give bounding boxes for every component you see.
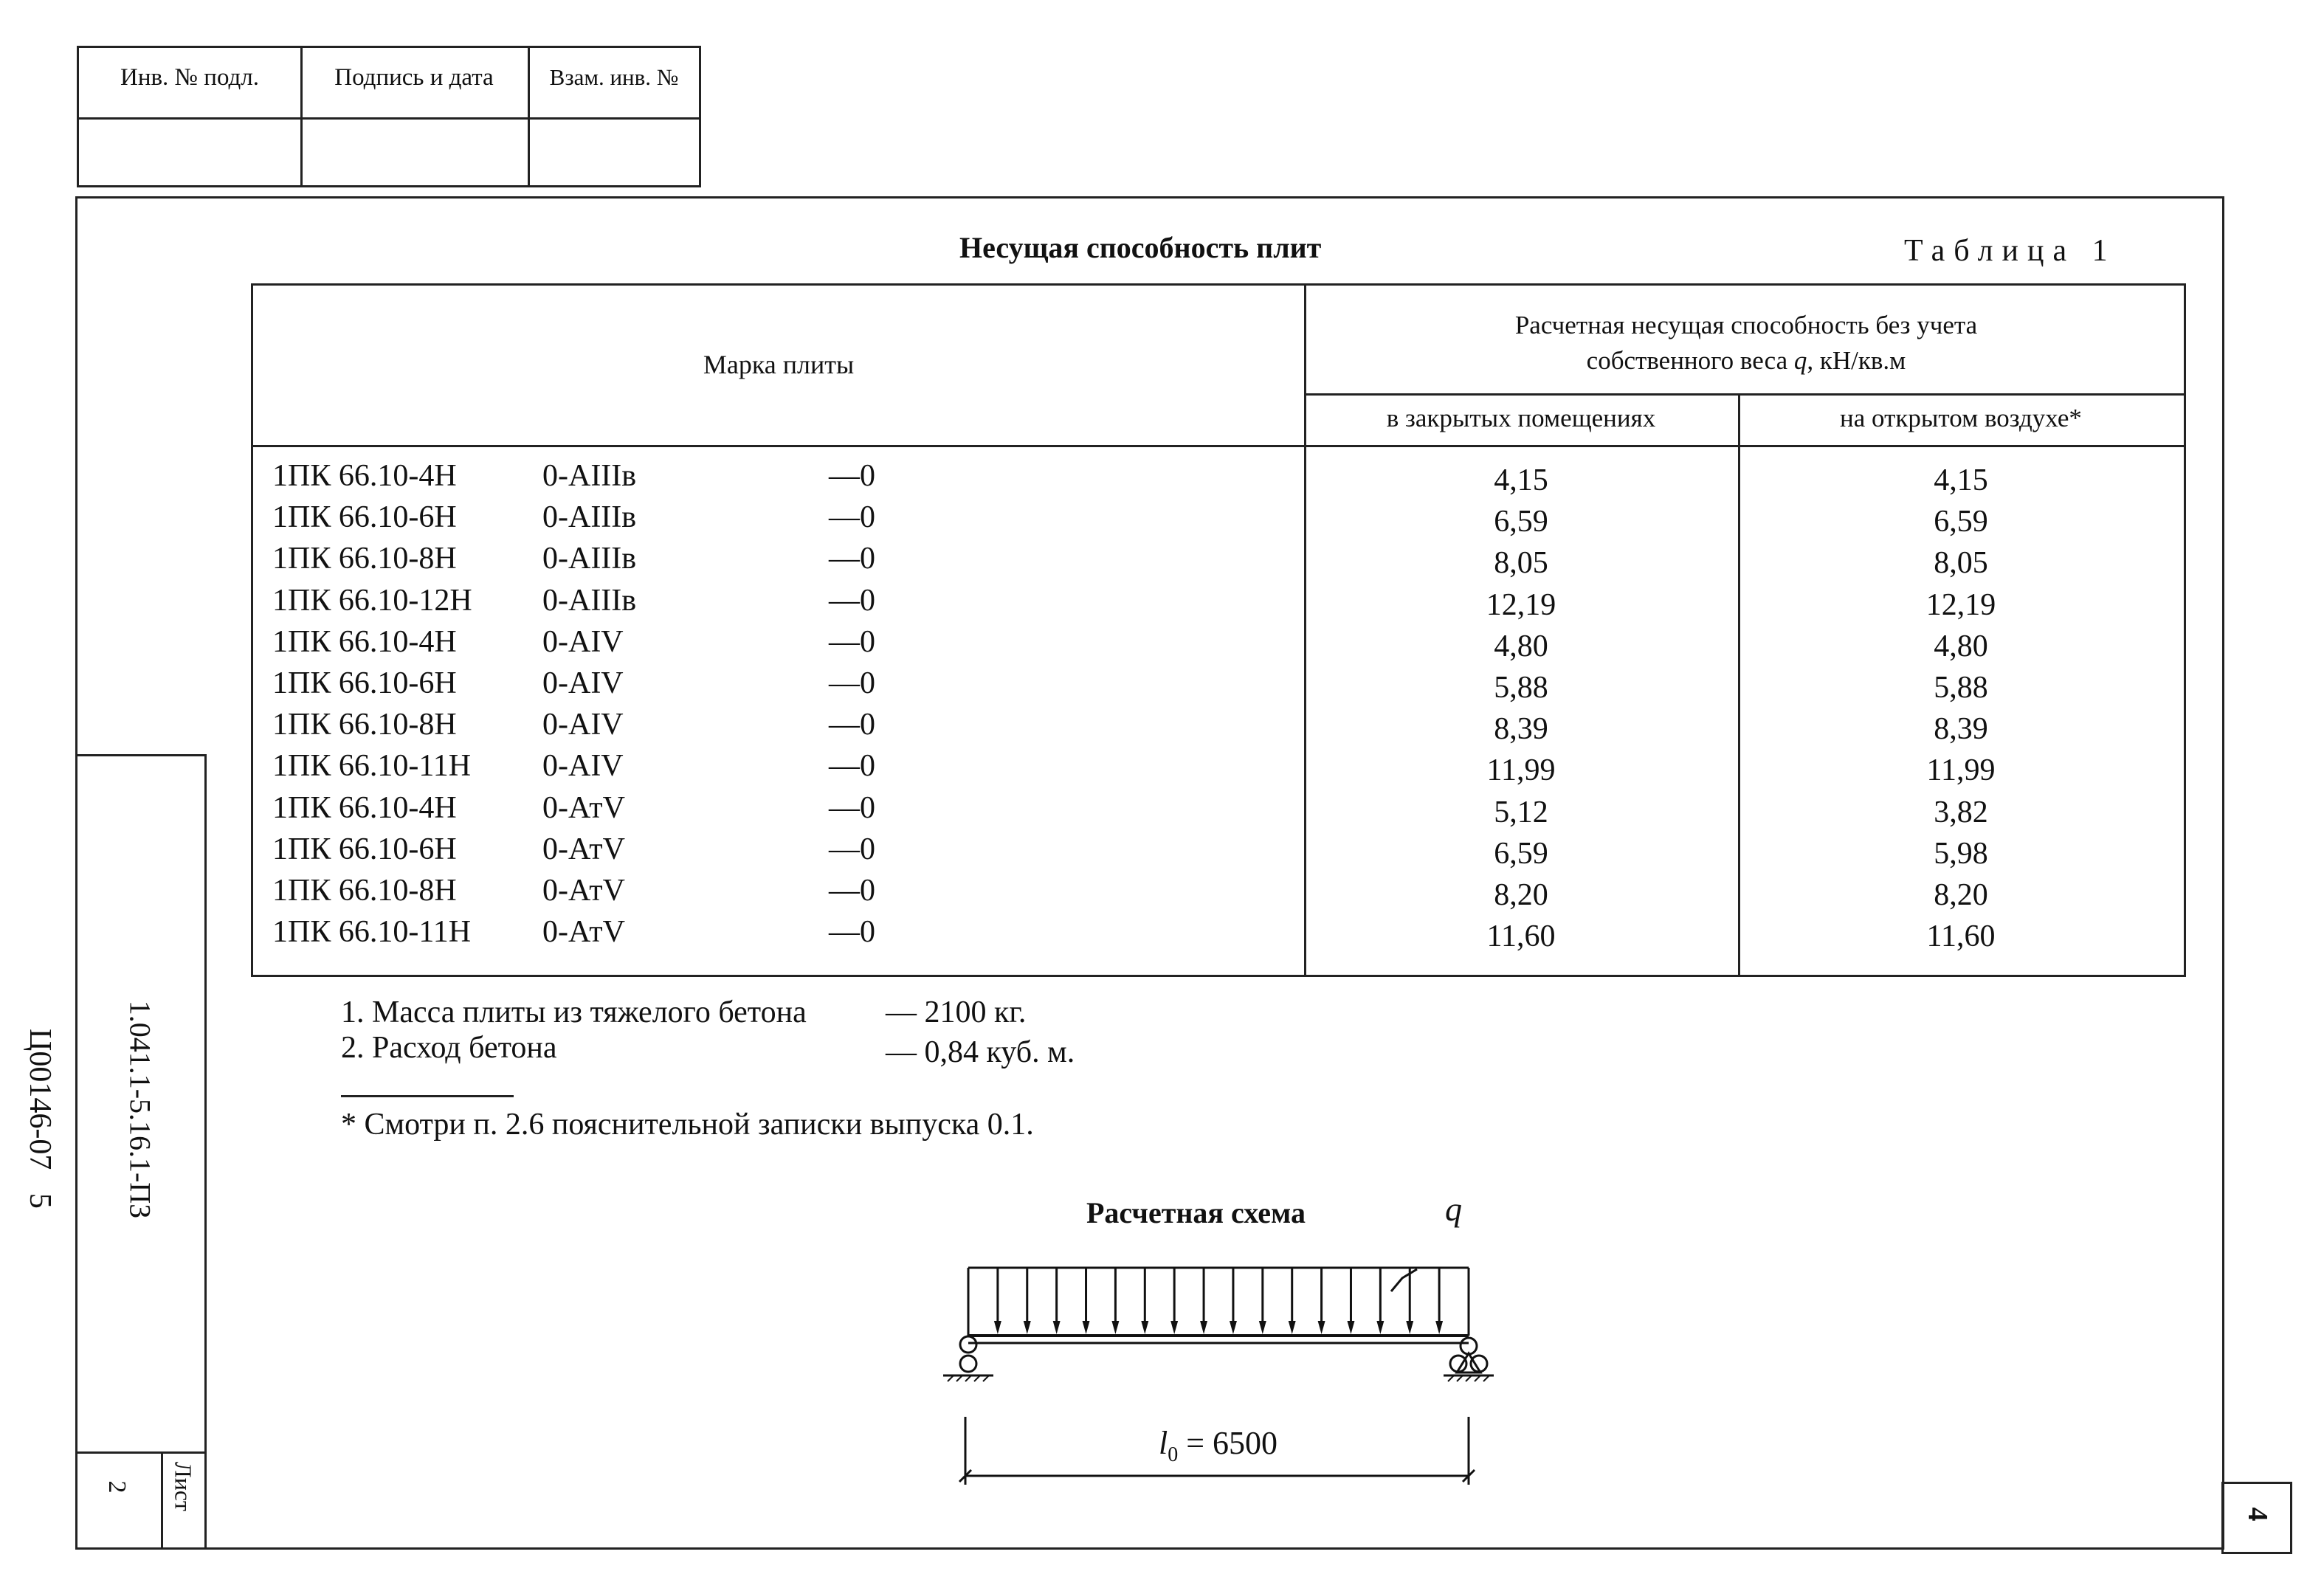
row-indoor: 8,05 (1494, 546, 1548, 581)
capacity-table (251, 283, 2186, 977)
row-steel: 0-АIIIв (542, 500, 637, 535)
table-row (253, 790, 2184, 832)
header-outdoor: на открытом воздухе* (1840, 404, 2082, 432)
row-mark: 1ПК 66.10-8Н (272, 542, 457, 576)
load-pointer (1391, 1269, 1417, 1291)
note-concrete-value: — 0,84 куб. м. (886, 1035, 1075, 1069)
load-arrow-head (1318, 1321, 1325, 1334)
load-arrow-head (1053, 1321, 1061, 1334)
load-arrow-head (1200, 1321, 1207, 1334)
row-outdoor: 4,80 (1934, 629, 1988, 663)
header-capacity-line2 (1304, 343, 2188, 379)
row-indoor: 4,80 (1494, 629, 1548, 663)
stamp-divider (79, 117, 699, 120)
row-steel: 0-АIIIв (542, 542, 637, 576)
load-arrow-head (994, 1321, 1001, 1334)
load-arrow-head (1083, 1321, 1090, 1334)
table-row (253, 624, 2184, 666)
row-steel: 0-АтV (542, 874, 625, 908)
header-indoor: в закрытых помещениях (1386, 404, 1656, 432)
row-outdoor: 4,15 (1934, 463, 1988, 497)
row-mark: 1ПК 66.10-8Н (272, 708, 457, 742)
row-outdoor: 5,88 (1934, 671, 1988, 705)
row-indoor: 8,20 (1494, 878, 1548, 912)
load-arrow-head (1347, 1321, 1354, 1334)
table-row (253, 707, 2184, 748)
row-steel: 0-АIV (542, 708, 624, 742)
row-suffix: —0 (829, 708, 875, 742)
page-number: 4 (2242, 1507, 2273, 1522)
archive-page: 5 (23, 1192, 57, 1209)
row-mark: 1ПК 66.10-4Н (272, 790, 457, 825)
row-indoor: 6,59 (1494, 836, 1548, 871)
row-suffix: —0 (829, 874, 875, 908)
table-row (253, 541, 2184, 582)
load-arrow-head (1024, 1321, 1031, 1334)
sheet-number: 2 (103, 1480, 131, 1494)
table-row (253, 873, 2184, 914)
side-divider (75, 1451, 204, 1454)
row-mark: 1ПК 66.10-6Н (272, 666, 457, 700)
row-steel: 0-АтV (542, 790, 625, 825)
row-mark: 1ПК 66.10-11Н (272, 915, 472, 950)
row-outdoor: 8,39 (1934, 712, 1988, 747)
row-suffix: —0 (829, 459, 875, 493)
row-outdoor: 5,98 (1934, 836, 1988, 871)
load-arrow-head (1376, 1321, 1384, 1334)
header-capacity-q: q (1793, 346, 1807, 375)
row-mark: 1ПК 66.10-6Н (272, 832, 457, 866)
row-suffix: —0 (829, 542, 875, 576)
note-concrete-label: 2. Расход бетона (341, 1031, 557, 1065)
table-title: Несущая способность плит (959, 231, 1322, 264)
row-suffix: —0 (829, 583, 875, 618)
beam-diagram (915, 1210, 1535, 1505)
row-suffix: —0 (829, 832, 875, 866)
load-arrow-head (1141, 1321, 1148, 1334)
row-indoor: 8,39 (1494, 712, 1548, 747)
row-suffix: —0 (829, 666, 875, 700)
header-capacity-pre: собственного веса (1586, 346, 1794, 375)
row-mark: 1ПК 66.10-6Н (272, 500, 457, 535)
row-steel: 0-АIIIв (542, 583, 637, 618)
document-code: 1.041.1-5.16.1-ПЗ (123, 1000, 157, 1219)
load-arrow-head (1259, 1321, 1266, 1334)
row-suffix: —0 (829, 500, 875, 535)
load-arrow-head (1289, 1321, 1296, 1334)
row-steel: 0-АтV (542, 915, 625, 950)
row-mark: 1ПК 66.10-11Н (272, 749, 472, 784)
row-indoor: 11,60 (1486, 919, 1556, 954)
row-steel: 0-АтV (542, 832, 625, 866)
header-capacity-line1: Расчетная несущая способность без учета (1514, 311, 1978, 339)
row-outdoor: 3,82 (1934, 795, 1988, 829)
row-outdoor: 8,20 (1934, 878, 1988, 912)
row-suffix: —0 (829, 749, 875, 784)
row-suffix: —0 (829, 915, 875, 950)
row-mark: 1ПК 66.10-4Н (272, 459, 457, 493)
row-indoor: 6,59 (1494, 505, 1548, 539)
load-arrow-head (1435, 1321, 1443, 1334)
note-mass-label: 1. Масса плиты из тяжелого бетона (341, 995, 807, 1029)
archive-code-line (22, 1029, 58, 1324)
left-support-hinge (960, 1336, 976, 1353)
table-row (253, 583, 2184, 624)
footnote-rule (341, 1095, 514, 1097)
row-steel: 0-АIV (542, 749, 624, 784)
load-arrow-head (1170, 1321, 1178, 1334)
span-value: = 6500 (1178, 1425, 1278, 1461)
span-label (1159, 1425, 1277, 1466)
schema-title: Расчетная схема (1086, 1196, 1306, 1229)
stamp-signature-date: Подпись и дата (334, 64, 494, 91)
stamp-vzam-inv: Взам. инв. № (549, 64, 679, 90)
span-subscript: 0 (1168, 1443, 1179, 1466)
table-divider (253, 445, 2184, 447)
load-arrow-head (1406, 1321, 1413, 1334)
note-mass-value: — 2100 кг. (886, 995, 1027, 1029)
table-divider (1304, 393, 2184, 396)
row-outdoor: 8,05 (1934, 546, 1988, 581)
approval-stamp (77, 46, 701, 187)
row-indoor: 5,12 (1494, 795, 1548, 829)
row-indoor: 11,99 (1486, 753, 1556, 788)
header-capacity (1304, 308, 2188, 379)
header-capacity-post: , кН/кв.м (1807, 346, 1906, 375)
row-outdoor: 12,19 (1925, 587, 1996, 622)
row-mark: 1ПК 66.10-12Н (272, 583, 472, 618)
span-symbol: l (1159, 1425, 1168, 1461)
row-steel: 0-АIIIв (542, 459, 637, 493)
table-row (253, 458, 2184, 500)
table-row (253, 748, 2184, 790)
row-steel: 0-АIV (542, 666, 624, 700)
sheet-label: Лист (170, 1461, 197, 1511)
load-arrow-head (1230, 1321, 1237, 1334)
side-divider (161, 1451, 163, 1550)
row-outdoor: 11,99 (1926, 753, 1996, 788)
table-row (253, 500, 2184, 541)
header-mark: Марка плиты (703, 350, 855, 379)
load-label: q (1445, 1190, 1462, 1228)
row-suffix: —0 (829, 790, 875, 825)
row-steel: 0-АIV (542, 624, 624, 659)
row-mark: 1ПК 66.10-8Н (272, 874, 457, 908)
table-number-label: Таблица 1 (1904, 234, 2117, 268)
row-indoor: 12,19 (1486, 587, 1556, 622)
table-row (253, 914, 2184, 956)
load-arrow-head (1111, 1321, 1119, 1334)
row-outdoor: 11,60 (1926, 919, 1996, 954)
left-support-hinge (960, 1356, 976, 1372)
row-outdoor: 6,59 (1934, 505, 1988, 539)
footnote: * Смотри п. 2.6 пояснительной записки выпуска 0.1. (341, 1108, 1034, 1142)
row-mark: 1ПК 66.10-4Н (272, 624, 457, 659)
row-suffix: —0 (829, 624, 875, 659)
stamp-inv-podl: Инв. № подл. (120, 64, 260, 91)
archive-code: Ц00146-07 (23, 1029, 57, 1170)
row-indoor: 4,15 (1494, 463, 1548, 497)
table-row (253, 832, 2184, 873)
load-arrows (994, 1268, 1443, 1334)
table-row (253, 666, 2184, 707)
row-indoor: 5,88 (1494, 671, 1548, 705)
